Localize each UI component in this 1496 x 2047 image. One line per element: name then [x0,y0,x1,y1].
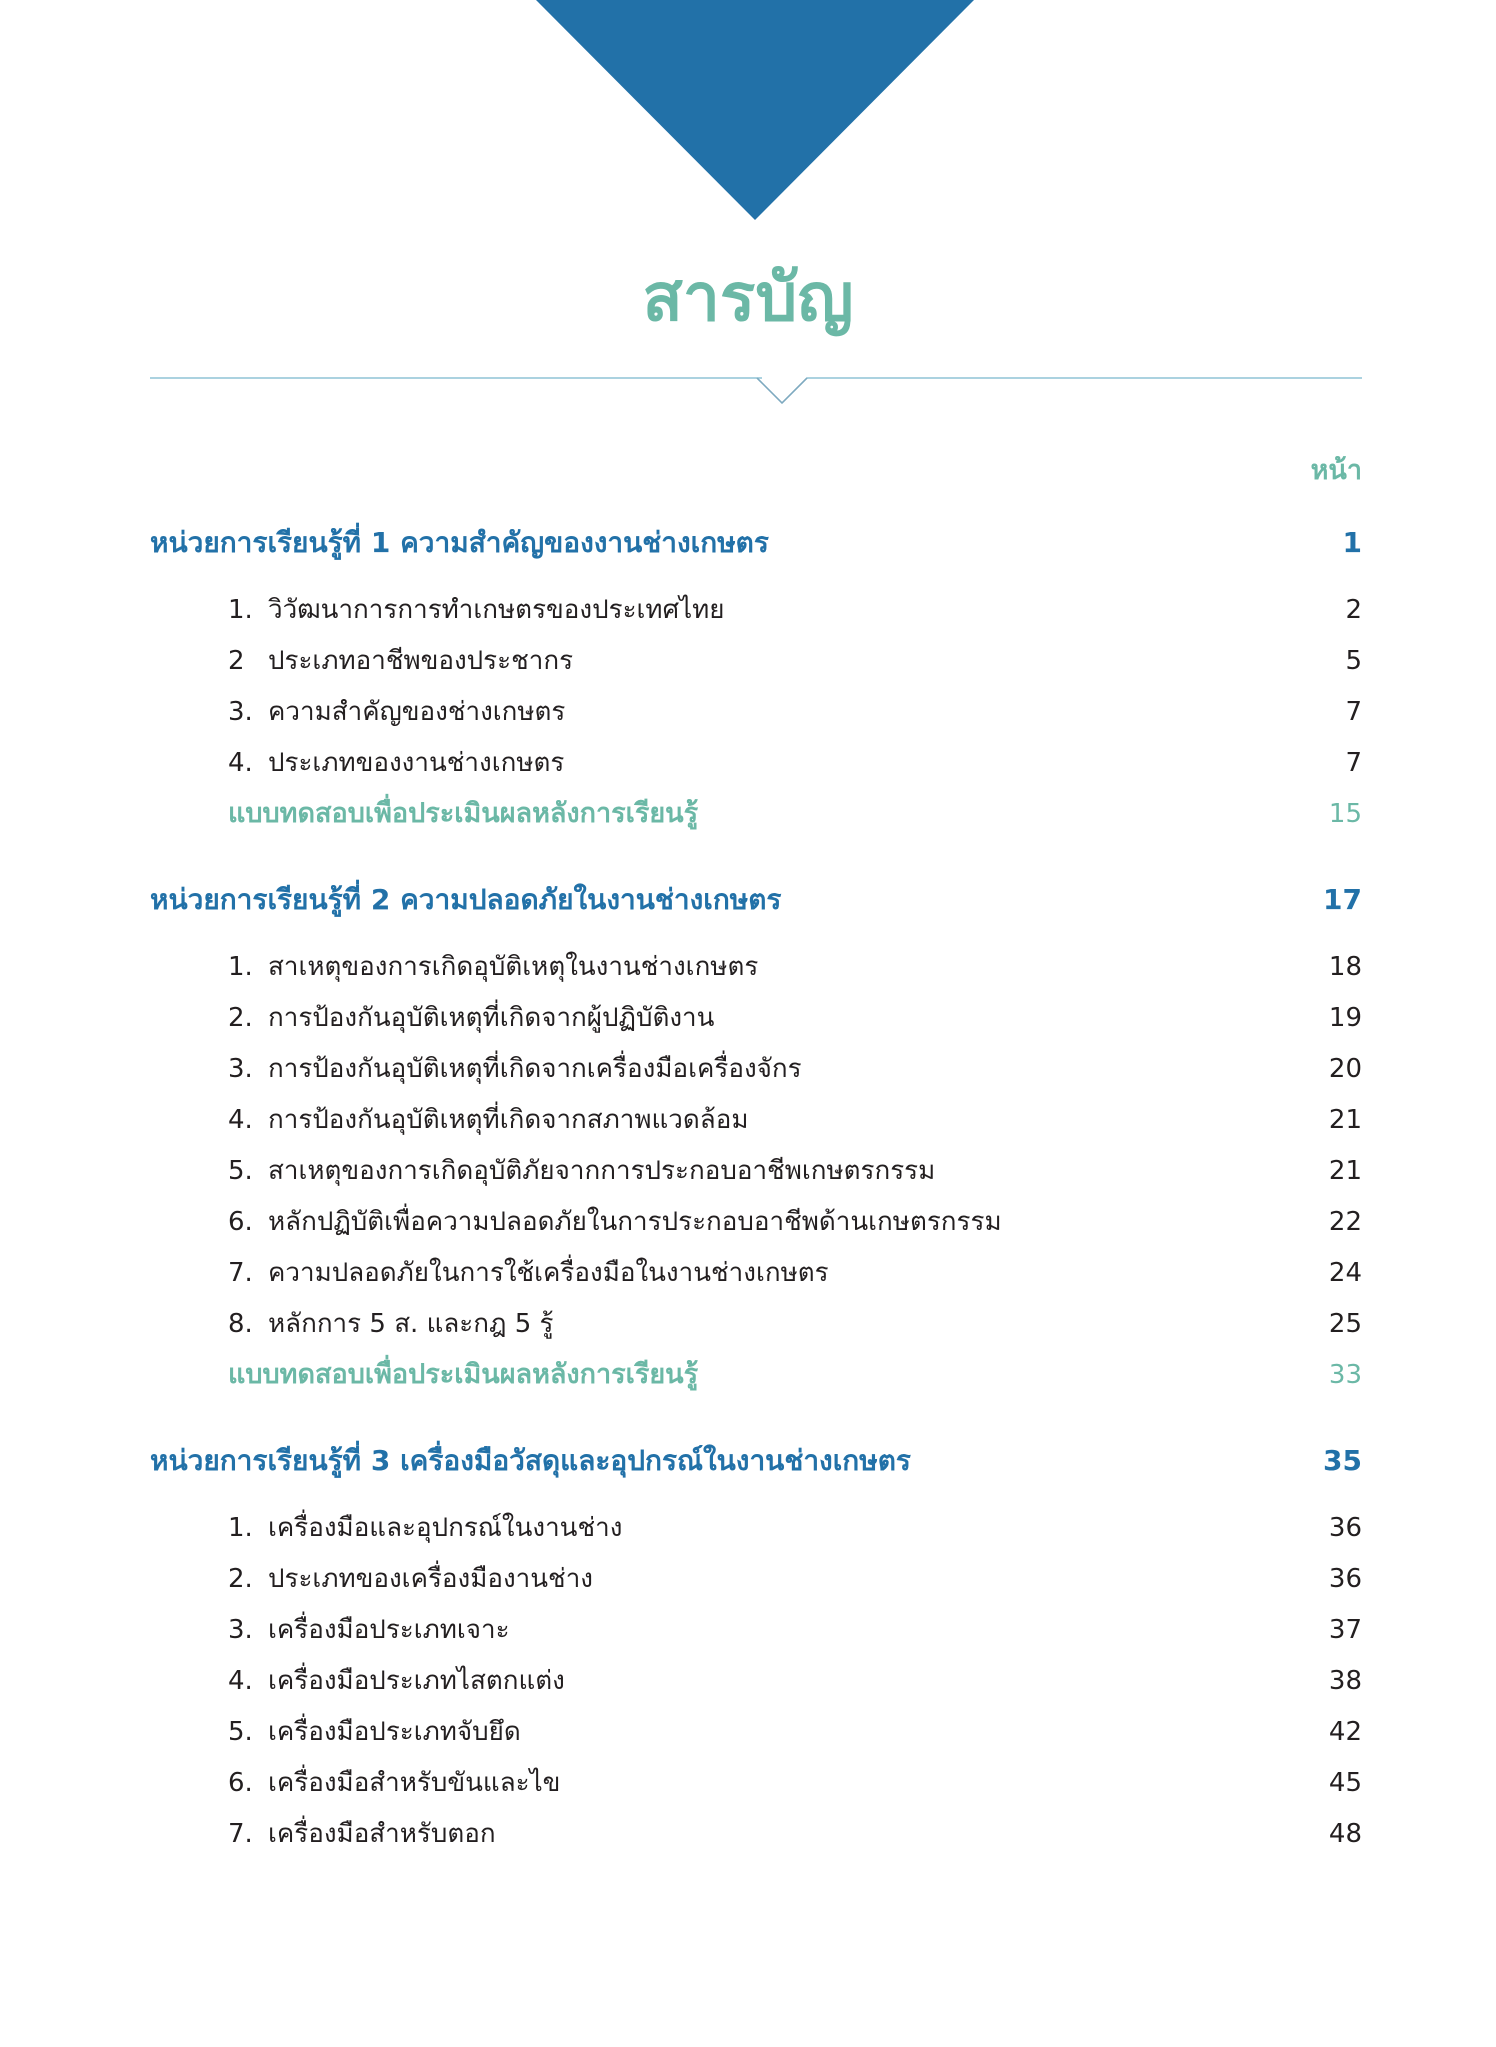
toc-item[interactable] [0,1760,1496,1806]
item-label: เครื่องมือสำหรับตอก [268,1819,496,1849]
item-index: 2 [228,646,245,676]
toc-item[interactable] [0,1607,1496,1653]
toc-item[interactable] [0,944,1496,990]
toc-item[interactable] [0,1250,1496,1296]
item-page: 2 [1345,595,1362,625]
test-label: แบบทดสอบเพื่อประเมินผลหลังการเรียนรู้ [228,1359,699,1390]
item-label: วิวัฒนาการการทำเกษตรของประเทศไทย [268,595,725,625]
item-index: 7. [228,1819,253,1849]
item-page: 7 [1345,748,1362,778]
item-index: 5. [228,1156,253,1186]
page-column-header: หน้า [1310,455,1362,486]
item-page: 48 [1328,1819,1362,1849]
test-page: 15 [1328,799,1362,829]
toc-unit-3[interactable] [0,1438,1496,1484]
item-page: 22 [1328,1207,1362,1237]
unit-title: หน่วยการเรียนรู้ที่ 1 ความสำคัญของงานช่างเกษตร [150,526,769,559]
item-label: ประเภทอาชีพของประชากร [268,646,574,676]
toc-item[interactable] [0,1709,1496,1755]
item-page: 21 [1328,1105,1362,1135]
test-page: 33 [1328,1360,1362,1390]
item-index: 5. [228,1717,253,1747]
item-page: 45 [1328,1768,1362,1798]
item-label: เครื่องมือสำหรับขันและไข [268,1768,561,1798]
item-label: ประเภทของเครื่องมืองานช่าง [268,1564,593,1594]
item-page: 24 [1328,1258,1362,1288]
toc-item[interactable] [0,1811,1496,1857]
item-index: 6. [228,1207,253,1237]
item-label: การป้องกันอุบัติเหตุที่เกิดจากผู้ปฏิบัติงาน [268,1003,715,1033]
page-title: สารบัญ [642,259,854,336]
item-label: หลักการ 5 ส. และกฎ 5 รู้ [268,1309,554,1339]
toc-unit-2[interactable] [0,877,1496,923]
unit-title: หน่วยการเรียนรู้ที่ 2 ความปลอดภัยในงานช่างเกษตร [150,883,782,916]
item-index: 1. [228,952,253,982]
item-index: 6. [228,1768,253,1798]
unit-page: 1 [1342,526,1362,559]
item-index: 3. [228,1054,253,1084]
toc-item[interactable] [0,1505,1496,1551]
item-index: 1. [228,1513,253,1543]
item-label: ประเภทของงานช่างเกษตร [268,748,565,778]
toc-item[interactable] [0,1199,1496,1245]
item-page: 18 [1328,952,1362,982]
item-index: 3. [228,697,253,727]
item-label: ความสำคัญของช่างเกษตร [268,697,566,727]
item-page: 5 [1345,646,1362,676]
toc-test[interactable] [0,791,1496,837]
toc-item[interactable] [0,587,1496,633]
item-index: 2. [228,1564,253,1594]
item-index: 2. [228,1003,253,1033]
toc-item[interactable] [0,1148,1496,1194]
toc-item[interactable] [0,1556,1496,1602]
item-page: 36 [1328,1513,1362,1543]
item-label: สาเหตุของการเกิดอุบัติภัยจากการประกอบอาชีพเกษตรกรรม [268,1156,936,1186]
item-label: เครื่องมือประเภทจับยึด [268,1717,521,1747]
item-label: การป้องกันอุบัติเหตุที่เกิดจากสภาพแวดล้อม [268,1105,749,1135]
item-label: เครื่องมือและอุปกรณ์ในงานช่าง [268,1513,623,1543]
title-divider [150,355,1362,405]
item-page: 21 [1328,1156,1362,1186]
item-page: 42 [1328,1717,1362,1747]
item-page: 37 [1328,1615,1362,1645]
item-index: 4. [228,1666,253,1696]
toc-item[interactable] [0,1097,1496,1143]
toc-item[interactable] [0,740,1496,786]
item-index: 3. [228,1615,253,1645]
item-index: 1. [228,595,253,625]
item-page: 38 [1328,1666,1362,1696]
unit-title: หน่วยการเรียนรู้ที่ 3 เครื่องมือวัสดุและอุปกรณ์ในงานช่างเกษตร [150,1444,911,1477]
item-page: 7 [1345,697,1362,727]
toc-item[interactable] [0,1301,1496,1347]
item-index: 7. [228,1258,253,1288]
item-page: 25 [1328,1309,1362,1339]
toc-item[interactable] [0,638,1496,684]
item-page: 36 [1328,1564,1362,1594]
item-label: ความปลอดภัยในการใช้เครื่องมือในงานช่างเกษตร [268,1258,829,1288]
item-label: หลักปฏิบัติเพื่อความปลอดภัยในการประกอบอาชีพด้านเกษตรกรรม [268,1207,1002,1237]
toc-item[interactable] [0,689,1496,735]
item-index: 8. [228,1309,253,1339]
toc-item[interactable] [0,1046,1496,1092]
toc-item[interactable] [0,1658,1496,1704]
item-label: เครื่องมือประเภทไสตกแต่ง [268,1666,565,1696]
header-triangle-decoration [536,0,974,220]
item-label: สาเหตุของการเกิดอุบัติเหตุในงานช่างเกษตร [268,952,759,982]
toc-item[interactable] [0,995,1496,1041]
test-label: แบบทดสอบเพื่อประเมินผลหลังการเรียนรู้ [228,798,699,829]
item-index: 4. [228,748,253,778]
unit-page: 35 [1323,1444,1362,1477]
item-index: 4. [228,1105,253,1135]
item-label: การป้องกันอุบัติเหตุที่เกิดจากเครื่องมือเครื่องจักร [268,1054,802,1084]
item-label: เครื่องมือประเภทเจาะ [268,1615,510,1645]
toc-test[interactable] [0,1352,1496,1398]
item-page: 19 [1328,1003,1362,1033]
item-page: 20 [1328,1054,1362,1084]
unit-page: 17 [1323,883,1362,916]
toc-unit-1[interactable] [0,520,1496,566]
